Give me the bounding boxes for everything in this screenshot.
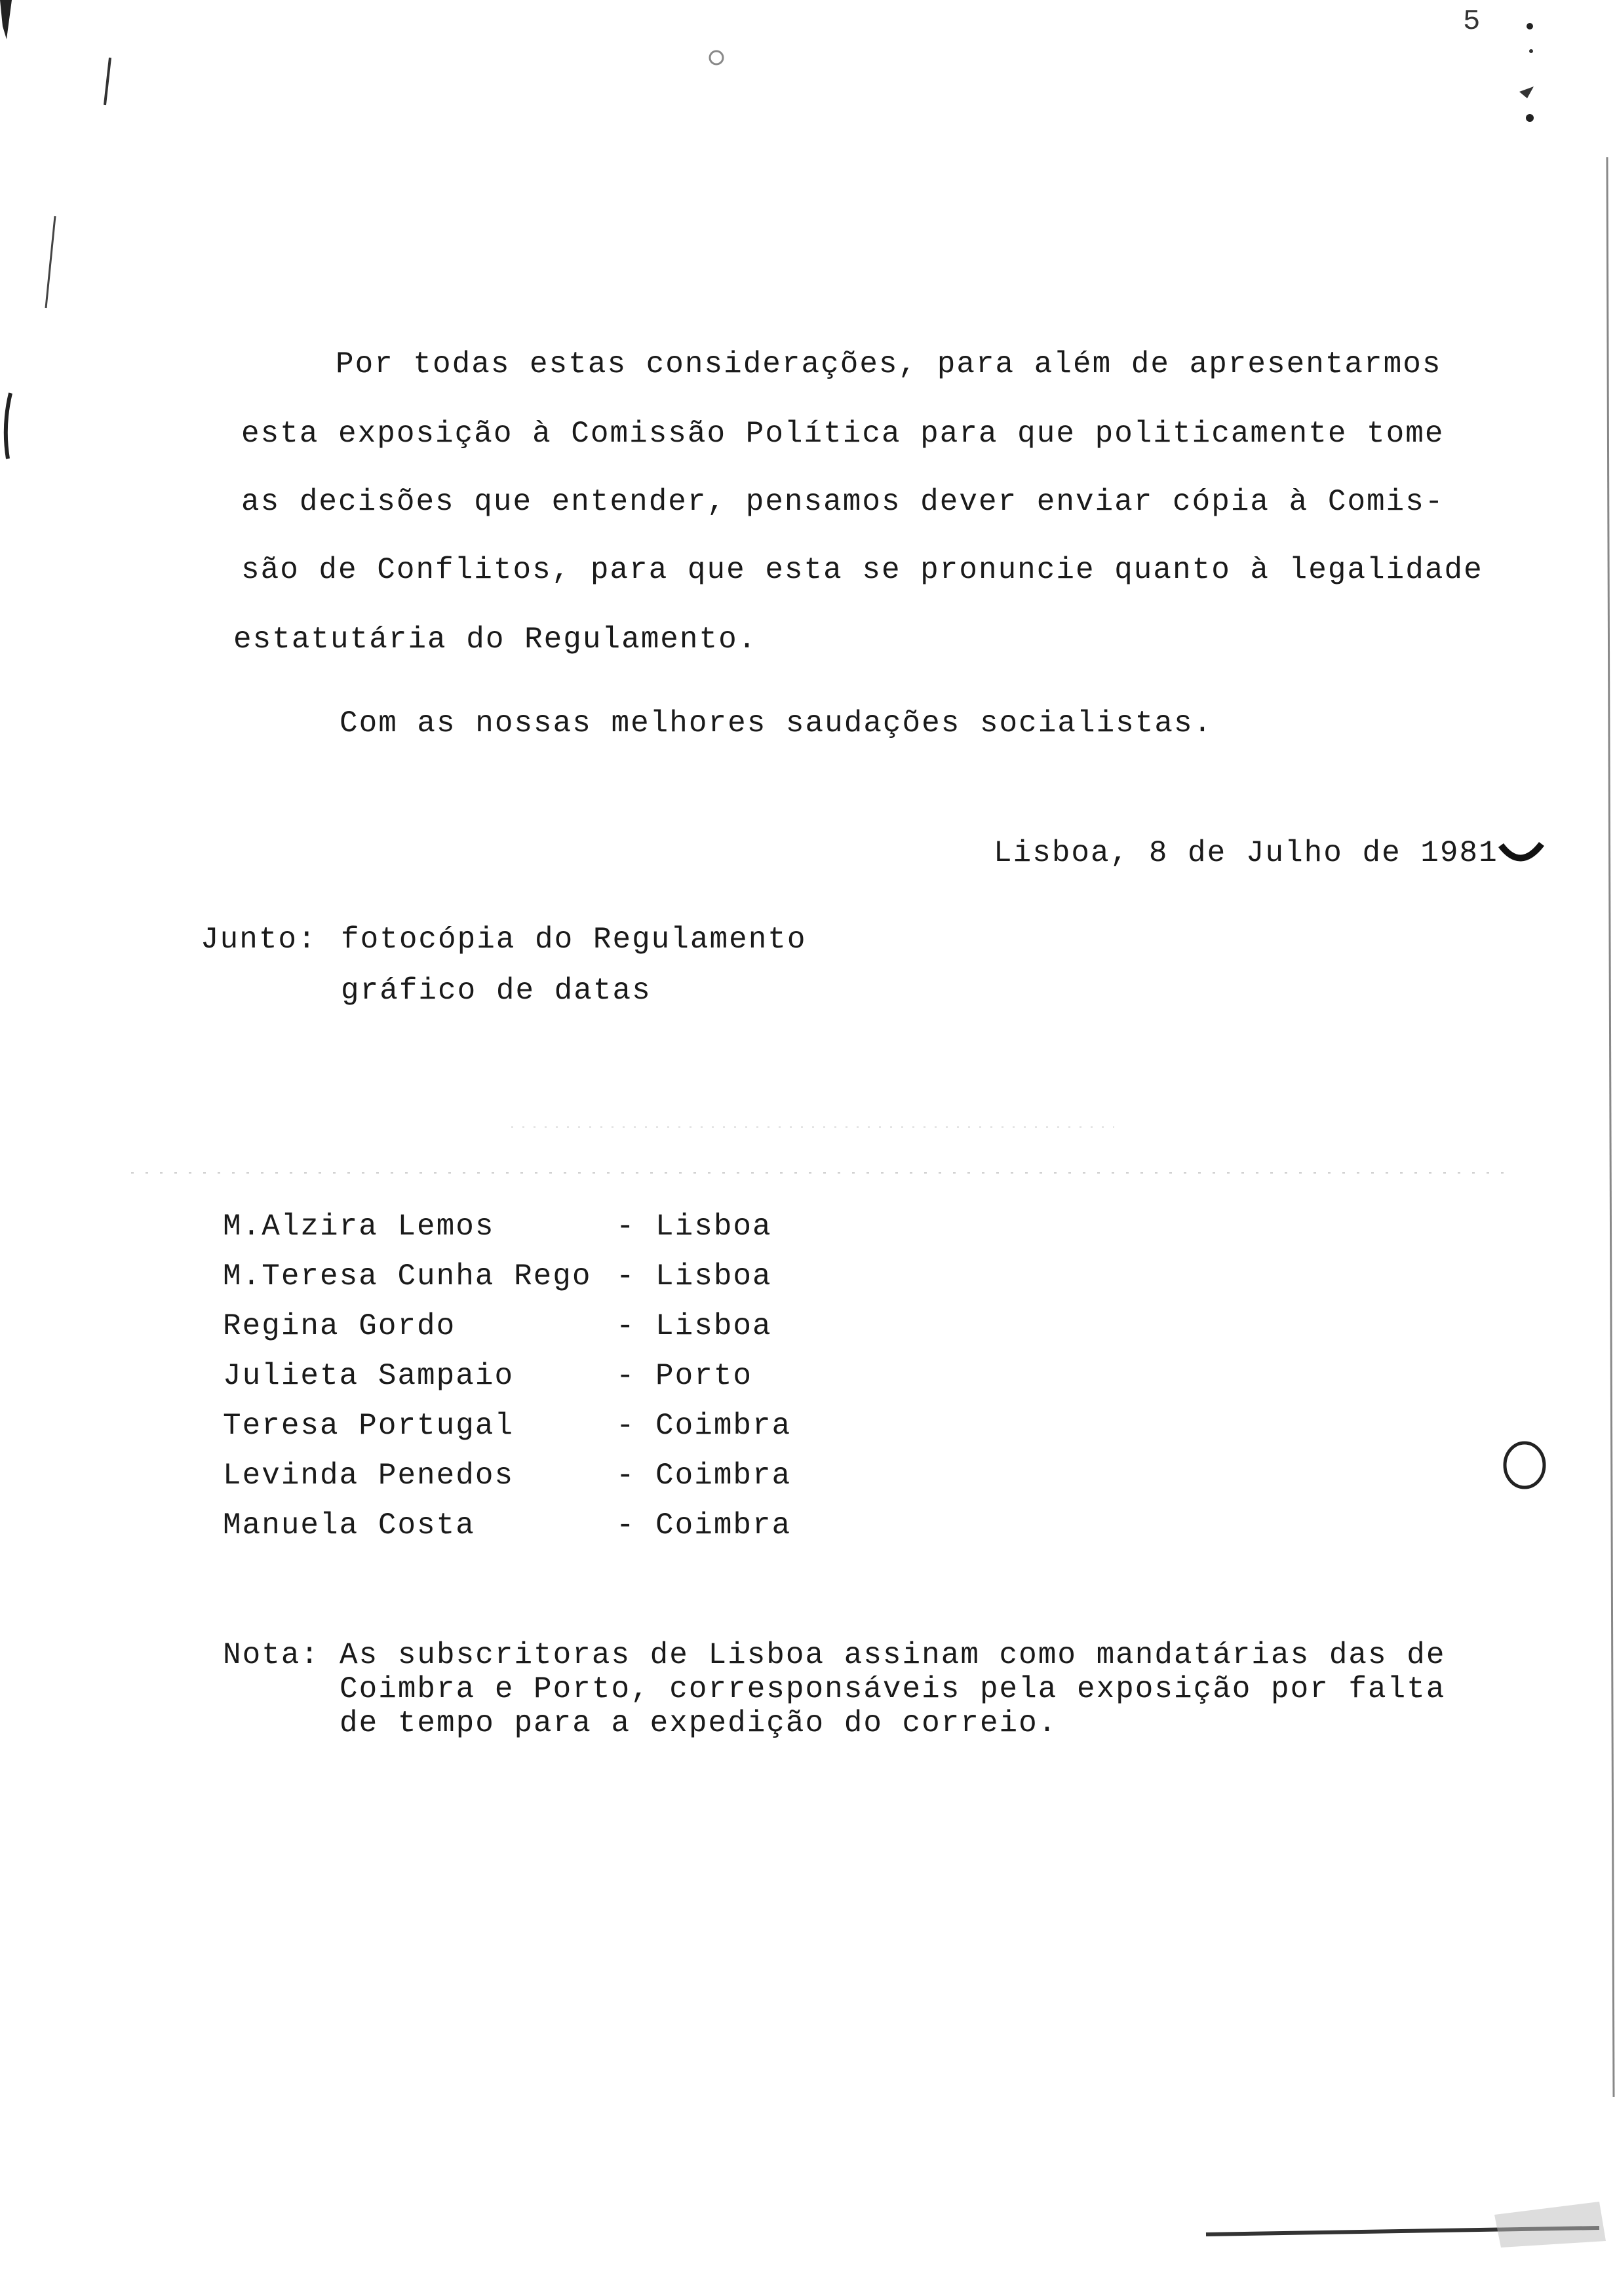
date-line: Lisboa, 8 de Julho de 1981 bbox=[994, 836, 1498, 870]
signatory-city: Lisboa bbox=[655, 1259, 772, 1293]
signatory-city: Coimbra bbox=[655, 1409, 792, 1443]
signatory-dash: - bbox=[616, 1359, 636, 1393]
signatory-dash: - bbox=[616, 1210, 636, 1244]
circle-mark bbox=[1505, 1443, 1544, 1487]
closing-greeting: Com as nossas melhores saudações socialistas. bbox=[340, 706, 1213, 740]
enclosure-item: fotocópia do Regulamento bbox=[341, 923, 807, 957]
enclosure-item: gráfico de datas bbox=[341, 974, 652, 1008]
signatory-city: Coimbra bbox=[655, 1508, 792, 1542]
enclosures-label: Junto: bbox=[201, 923, 317, 957]
right-edge-line bbox=[1607, 157, 1614, 2097]
signatory-city: Lisboa bbox=[655, 1309, 772, 1343]
signatory-city: Porto bbox=[655, 1359, 753, 1393]
signatory-dash: - bbox=[616, 1309, 636, 1343]
signatory-dash: - bbox=[616, 1459, 636, 1493]
page-number: 5 bbox=[1463, 5, 1481, 38]
signatory-name: M.Teresa Cunha Rego bbox=[223, 1259, 592, 1293]
margin-stroke-3 bbox=[6, 393, 10, 459]
note-line-1: As subscritoras de Lisboa assinam como mandatárias das de bbox=[340, 1638, 1446, 1672]
corner-mark-top-left bbox=[0, 0, 12, 39]
dot-2 bbox=[1529, 49, 1533, 53]
note-line-2: Coimbra e Porto, corresponsáveis pela exposição por falta bbox=[340, 1672, 1446, 1706]
signatory-city: Coimbra bbox=[655, 1459, 792, 1493]
body-line-5: estatutária do Regulamento. bbox=[233, 622, 758, 657]
signatory-name: Julieta Sampaio bbox=[223, 1359, 515, 1393]
body-line-2: esta exposição à Comissão Política para que politicamente tome bbox=[241, 417, 1445, 451]
dot-3 bbox=[1526, 114, 1534, 122]
bottom-smudge bbox=[1494, 2202, 1606, 2248]
signatory-dash: - bbox=[616, 1259, 636, 1293]
body-line-4: são de Conflitos, para que esta se pronuncie quanto à legalidade bbox=[241, 553, 1483, 587]
signatory-name: Teresa Portugal bbox=[223, 1409, 515, 1443]
signatory-name: Manuela Costa bbox=[223, 1508, 475, 1542]
note-line-3: de tempo para a expedição do correio. bbox=[340, 1706, 1058, 1740]
signatory-dash: - bbox=[616, 1508, 636, 1542]
date-tick-mark bbox=[1501, 844, 1542, 858]
dot-1 bbox=[1527, 23, 1533, 29]
margin-stroke-2 bbox=[46, 216, 55, 308]
signatory-city: Lisboa bbox=[655, 1210, 772, 1244]
signatory-name: Levinda Penedos bbox=[223, 1459, 515, 1493]
margin-stroke-1 bbox=[105, 58, 110, 105]
mark-4 bbox=[1519, 86, 1534, 98]
top-mark bbox=[710, 51, 723, 64]
bottom-line bbox=[1206, 2228, 1599, 2234]
signatory-name: Regina Gordo bbox=[223, 1309, 456, 1343]
signatory-dash: - bbox=[616, 1409, 636, 1443]
body-line-1: Por todas estas considerações, para além de apresentarmos bbox=[336, 347, 1442, 381]
signatory-name: M.Alzira Lemos bbox=[223, 1210, 495, 1244]
note-label: Nota: bbox=[223, 1638, 321, 1672]
body-line-3: as decisões que entender, pensamos dever enviar cópia à Comis- bbox=[241, 485, 1445, 519]
